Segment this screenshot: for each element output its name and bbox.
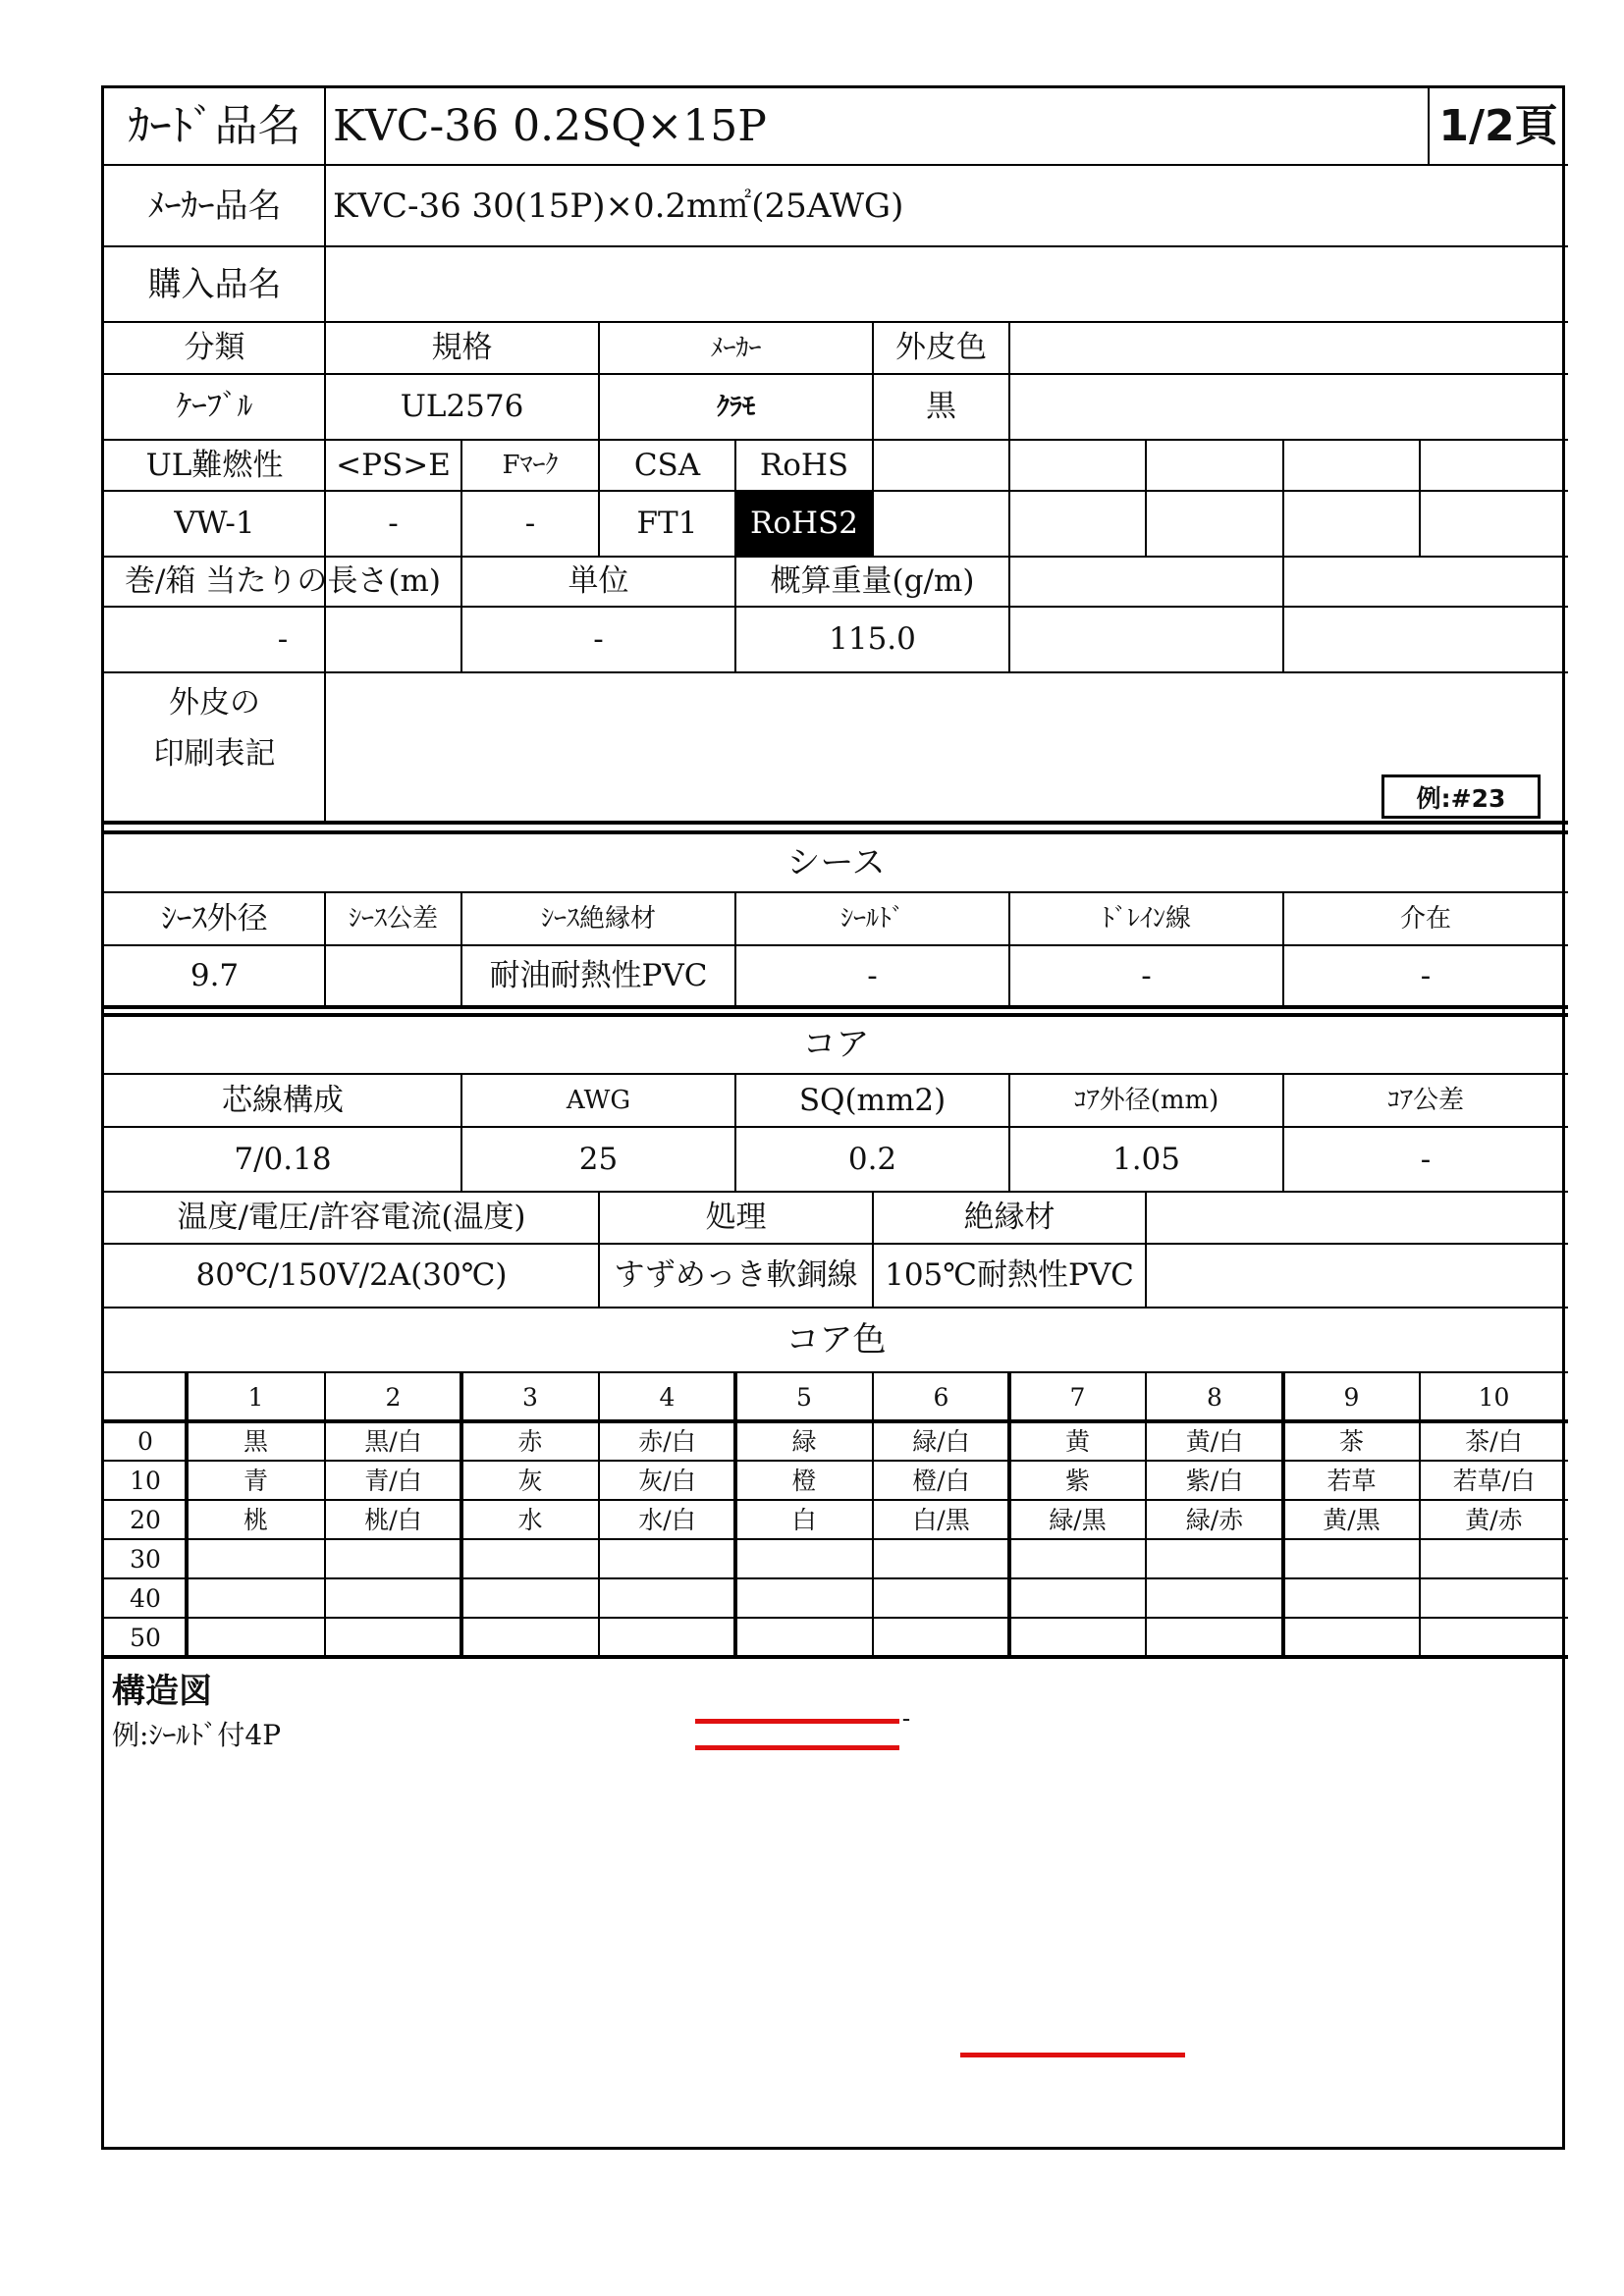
structure-red-line xyxy=(695,1745,899,1750)
core-color-cell: 茶/白 xyxy=(1465,1426,1523,1456)
core-label-3: ｺｱ外径(mm) xyxy=(1073,1086,1219,1115)
core-color-row-label-20: 20 xyxy=(130,1505,161,1534)
core-color-cell xyxy=(1283,1578,1420,1618)
core-color-cell xyxy=(461,1539,599,1578)
core-value-1: 25 xyxy=(578,1141,619,1177)
core2-value-0: 80℃/150V/2A(30℃) xyxy=(195,1257,508,1293)
core-color-col-1: 1 xyxy=(247,1382,264,1412)
sheath-title: シース xyxy=(786,842,886,882)
sheath-value-3: - xyxy=(867,958,878,993)
core-color-cell xyxy=(325,1539,461,1578)
core-color-col-2: 2 xyxy=(385,1382,402,1412)
core-title: コア xyxy=(802,1025,870,1064)
core-color-cell xyxy=(735,1578,873,1618)
core-color-col-9: 9 xyxy=(1343,1382,1360,1412)
core-color-row-label-30: 30 xyxy=(130,1544,161,1574)
core-color-row-label-40: 40 xyxy=(130,1583,161,1613)
core-color-col-10: 10 xyxy=(1478,1382,1510,1412)
core-color-cell: 黄/黒 xyxy=(1323,1505,1380,1534)
core-color-cell: 青 xyxy=(243,1466,268,1495)
core-color-row-label-50: 50 xyxy=(130,1623,161,1652)
page-indicator: 1/2頁 xyxy=(1438,101,1558,151)
core-color-cell xyxy=(1009,1618,1146,1657)
core-color-cell: 赤/白 xyxy=(638,1426,696,1456)
std-value-4: RoHS2 xyxy=(735,491,873,557)
core-color-cell: 黒 xyxy=(243,1426,268,1456)
core-color-cell xyxy=(187,1539,325,1578)
core-color-title: コア色 xyxy=(785,1320,887,1360)
core-color-cell: 茶 xyxy=(1338,1426,1364,1456)
core-color-cell xyxy=(873,1618,1009,1657)
core-color-cell: 赤 xyxy=(517,1426,543,1456)
core-color-cell: 黒/白 xyxy=(364,1426,422,1456)
std-label-3: CSA xyxy=(633,447,701,483)
core-color-cell: 橙 xyxy=(791,1466,817,1495)
sheath-label-2: ｼｰｽ絶縁材 xyxy=(540,904,656,934)
core-color-cell: 若草/白 xyxy=(1452,1466,1536,1495)
core-color-cell: 桃/白 xyxy=(364,1505,422,1534)
std-value-3: FT1 xyxy=(636,506,698,541)
pack-label-0: 巻/箱 当たりの長さ(m) xyxy=(125,563,441,599)
print-label-line2: 印刷表記 xyxy=(153,735,276,772)
grid-line xyxy=(1419,440,1421,557)
core-value-0: 7/0.18 xyxy=(234,1141,332,1177)
core-value-3: 1.05 xyxy=(1111,1141,1181,1177)
core-color-cell: 緑/黒 xyxy=(1049,1505,1107,1534)
core-color-col-7: 7 xyxy=(1069,1382,1086,1412)
core-color-cell: 黄 xyxy=(1064,1426,1090,1456)
core-color-cell xyxy=(735,1618,873,1657)
core-color-cell xyxy=(187,1618,325,1657)
structure-dash: - xyxy=(901,1704,911,1733)
std-label-0: UL難燃性 xyxy=(145,447,284,483)
core-color-col-4: 4 xyxy=(659,1382,676,1412)
core2-label-2: 絶縁材 xyxy=(963,1200,1056,1235)
core-color-cell xyxy=(599,1618,735,1657)
structure-example: 例:ｼｰﾙﾄﾞ付4P xyxy=(112,1719,282,1751)
purchase-name-value xyxy=(325,246,1568,322)
core-value-4: - xyxy=(1420,1141,1432,1177)
std-value-1: - xyxy=(388,506,399,541)
purchase-name-label: 購入品名 xyxy=(147,264,282,304)
core-color-col-6: 6 xyxy=(933,1382,949,1412)
core-color-col-5: 5 xyxy=(796,1382,812,1412)
core-label-4: ｺｱ公差 xyxy=(1386,1086,1464,1115)
core-color-cell: 緑/白 xyxy=(912,1426,970,1456)
core-color-cell xyxy=(1283,1618,1420,1657)
core-color-cell: 白 xyxy=(791,1505,817,1534)
std-label-4: RoHS xyxy=(759,447,849,483)
core-color-cell xyxy=(1420,1618,1568,1657)
grid-line xyxy=(1282,440,1284,557)
core-color-cell xyxy=(325,1578,461,1618)
core-color-cell xyxy=(1420,1578,1568,1618)
pack-label-2: 概算重量(g/m) xyxy=(770,563,975,599)
class-value-0: ｹｰﾌﾞﾙ xyxy=(176,389,253,424)
core-color-cell xyxy=(873,1539,1009,1578)
core-color-cell xyxy=(1420,1539,1568,1578)
spec-sheet xyxy=(101,85,1565,2150)
class-label-3: 外皮色 xyxy=(895,330,987,365)
core-color-cell xyxy=(1009,1539,1146,1578)
core2-label-1: 処理 xyxy=(705,1200,767,1235)
print-example-tag: 例:#23 xyxy=(1381,774,1541,819)
core-color-cell: 黄/白 xyxy=(1185,1426,1244,1456)
sheath-label-5: 介在 xyxy=(1399,904,1451,934)
core-color-cell: 橙/白 xyxy=(912,1466,970,1495)
core-color-cell xyxy=(1146,1578,1283,1618)
core-color-cell: 灰/白 xyxy=(638,1466,696,1495)
core2-label-0: 温度/電圧/許容電流(温度) xyxy=(177,1200,526,1235)
core-color-col-3: 3 xyxy=(522,1382,538,1412)
std-value-0: VW-1 xyxy=(174,506,255,541)
core-color-row-label-0: 0 xyxy=(137,1426,153,1456)
core-color-cell xyxy=(599,1539,735,1578)
core-color-cell: 桃 xyxy=(243,1505,268,1534)
core-color-cell: 紫/白 xyxy=(1185,1466,1244,1495)
maker-name-label: ﾒｰｶｰ品名 xyxy=(147,186,282,226)
pack-value-0: - xyxy=(277,621,289,657)
core-label-2: SQ(mm2) xyxy=(798,1082,947,1118)
grid-line xyxy=(1008,440,1010,557)
sheath-label-4: ﾄﾞﾚｲﾝ線 xyxy=(1101,904,1191,934)
std-value-2: - xyxy=(524,506,536,541)
pack-value-1: - xyxy=(593,621,604,657)
sheath-value-1 xyxy=(325,945,461,1007)
core-color-cell xyxy=(1146,1539,1283,1578)
sheath-value-0: 9.7 xyxy=(189,958,240,993)
core-color-cell: 灰 xyxy=(517,1466,543,1495)
core-color-cell xyxy=(873,1578,1009,1618)
core-value-2: 0.2 xyxy=(847,1141,897,1177)
grid-line xyxy=(1145,440,1147,557)
card-name-label: ｶｰﾄﾞ品名 xyxy=(128,101,301,151)
core-color-row-label-10: 10 xyxy=(130,1466,161,1495)
core-color-cell xyxy=(461,1618,599,1657)
structure-red-line xyxy=(960,2053,1185,2057)
core-label-0: 芯線構成 xyxy=(222,1082,344,1118)
core-color-cell xyxy=(1009,1578,1146,1618)
core-color-cell xyxy=(1146,1618,1283,1657)
std-label-1: <PS>E xyxy=(336,447,451,483)
sheath-value-5: - xyxy=(1420,958,1432,993)
class-value-3: 黒 xyxy=(926,389,956,424)
core-color-cell: 黄/赤 xyxy=(1465,1505,1523,1534)
core-color-cell: 緑/赤 xyxy=(1185,1505,1244,1534)
core-color-cell: 若草 xyxy=(1326,1466,1377,1495)
core-label-1: AWG xyxy=(566,1086,631,1115)
class-value-2: ｸﾗﾓ xyxy=(716,392,755,422)
structure-red-line xyxy=(695,1719,899,1724)
core2-value-1: すずめっき軟銅線 xyxy=(614,1257,858,1293)
sheath-label-3: ｼｰﾙﾄﾞ xyxy=(839,904,904,934)
core-color-cell: 紫 xyxy=(1064,1466,1090,1495)
core-color-col-8: 8 xyxy=(1207,1382,1222,1412)
core-color-cell: 緑 xyxy=(791,1426,817,1456)
core-color-cell xyxy=(461,1578,599,1618)
core2-value-2: 105℃耐熱性PVC xyxy=(885,1257,1134,1293)
core-color-cell xyxy=(735,1539,873,1578)
core-color-cell xyxy=(187,1578,325,1618)
core-color-cell: 青/白 xyxy=(364,1466,422,1495)
class-value-1: UL2576 xyxy=(400,389,524,424)
maker-name-value: KVC-36 30(15P)×0.2m㎡(25AWG) xyxy=(333,186,904,226)
sheath-label-1: ｼｰｽ公差 xyxy=(348,904,438,934)
sheath-value-2: 耐油耐熱性PVC xyxy=(489,958,708,993)
class-label-0: 分類 xyxy=(184,330,245,365)
card-name-value: KVC-36 0.2SQ×15P xyxy=(333,101,767,151)
class-label-1: 規格 xyxy=(431,330,493,365)
pack-label-1: 単位 xyxy=(568,563,629,599)
sheath-value-4: - xyxy=(1141,958,1152,993)
core-color-cell xyxy=(599,1578,735,1618)
core-color-cell: 水 xyxy=(517,1505,543,1534)
pack-value-2: 115.0 xyxy=(829,621,916,657)
core-color-cell xyxy=(325,1618,461,1657)
class-label-2: ﾒｰｶｰ xyxy=(710,333,762,363)
std-label-2: Fﾏｰｸ xyxy=(502,451,559,480)
grid-line xyxy=(1282,557,1284,672)
sheath-label-0: ｼｰｽ外径 xyxy=(161,900,268,936)
core-color-cell xyxy=(1283,1539,1420,1578)
print-label-line1: 外皮の xyxy=(169,684,260,721)
structure-title: 構造図 xyxy=(112,1672,212,1711)
core-color-cell: 水/白 xyxy=(638,1505,696,1534)
core-color-cell: 白/黒 xyxy=(912,1505,970,1534)
